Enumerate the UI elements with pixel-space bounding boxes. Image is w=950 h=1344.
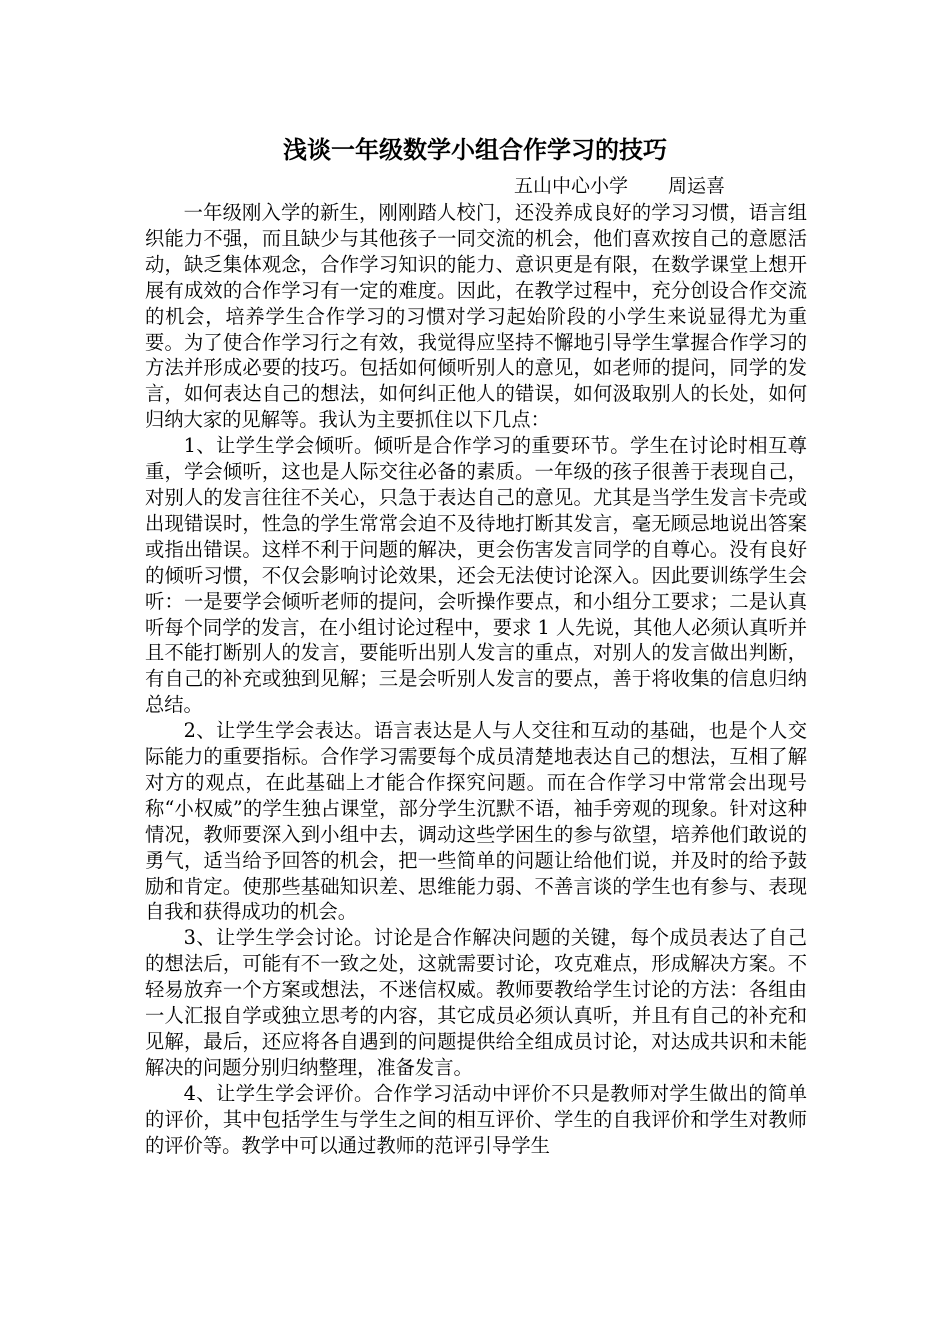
- paragraph-intro: 一年级刚入学的新生，刚刚踏人校门，还没养成良好的学习习惯，语言组织能力不强，而且缺少与其他孩子一同交流的机会，他们喜欢按自己的意愿活动，缺乏集体观念，合作学习知识的能力、意识更是有限，在数学课堂上想开展有成效的合作学习有一定的难度。因此，在教学过程中，充分创设合作交流的机会，培养学生合作学习的习惯对学习起始阶段的小学生来说显得尤为重要。为了使合作学习行之有效，我觉得应坚持不懈地引导学生掌握合作学习的方法并形成必要的技巧。包括如何倾听别人的意见，如老师的提问，同学的发言，如何表达自己的想法，如何纠正他人的错误，如何汲取别人的长处，如何归纳大家的见解等。我认为主要抓住以下几点：: [145, 201, 807, 432]
- paragraph-discussion: 3、让学生学会讨论。讨论是合作解决问题的关键，每个成员表达了自己的想法后，可能有不一致之处，这就需要讨论，攻克难点，形成解决方案。不轻易放弃一个方案或想法，不迷信权威。教师要教给学生讨论的方法：各组由一人汇报自学或独立思考的内容，其它成员必须认真听，并且有自己的补充和见解，最后，还应将各自遇到的问题提供给全组成员讨论，对达成共识和未能解决的问题分别归纳整理，准备发言。: [145, 926, 807, 1079]
- author-name: 周运喜: [668, 175, 726, 197]
- paragraph-expression: 2、让学生学会表达。语言表达是人与人交往和互动的基础，也是个人交际能力的重要指标。合作学习需要每个成员清楚地表达自己的想法，互相了解对方的观点，在此基础上才能合作探究问题。而在合作学习中常常会出现号称“小权威”的学生独占课堂，部分学生沉默不语，袖手旁观的现象。针对这种情况，教师要深入到小组中去，调动这些学困生的参与欲望，培养他们敢说的勇气，适当给予回答的机会，把一些简单的问题让给他们说，并及时的给予鼓励和肯定。使那些基础知识差、思维能力弱、不善言谈的学生也有参与、表现自我和获得成功的机会。: [145, 719, 807, 924]
- paragraph-evaluation: 4、让学生学会评价。合作学习活动中评价不只是教师对学生做出的简单的评价，其中包括学生与学生之间的相互评价、学生的自我评价和学生对教师的评价等。教学中可以通过教师的范评引导学生: [145, 1081, 807, 1157]
- paragraph-listening: 1、让学生学会倾听。倾听是合作学习的重要环节。学生在讨论时相互尊重，学会倾听，这也是人际交往必备的素质。一年级的孩子很善于表现自己，对别人的发言往往不关心，只急于表达自己的意见。尤其是当学生发言卡壳或出现错误时，性急的学生常常会迫不及待地打断其发言，毫无顾忌地说出答案或指出错误。这样不利于问题的解决，更会伤害发言同学的自尊心。没有良好的倾听习惯，不仅会影响讨论效果，还会无法使讨论深入。因此要训练学生会听：一是要学会倾听老师的提问，会听操作要点，和小组分工要求；二是认真听每个同学的发言，在小组讨论过程中，要求 1 人先说，其他人必须认真听并且不能打断别人的发言，要能听出别人发言的重点，对别人的发言做出判断，有自己的补充或独到见解；三是会听别人发言的要点，善于将收集的信息归纳总结。: [145, 434, 807, 717]
- author-line: [514, 172, 725, 200]
- document-body: [145, 200, 807, 1159]
- document-title: 浅谈一年级数学小组合作学习的技巧: [283, 136, 667, 164]
- school-name: 五山中心小学: [514, 175, 629, 197]
